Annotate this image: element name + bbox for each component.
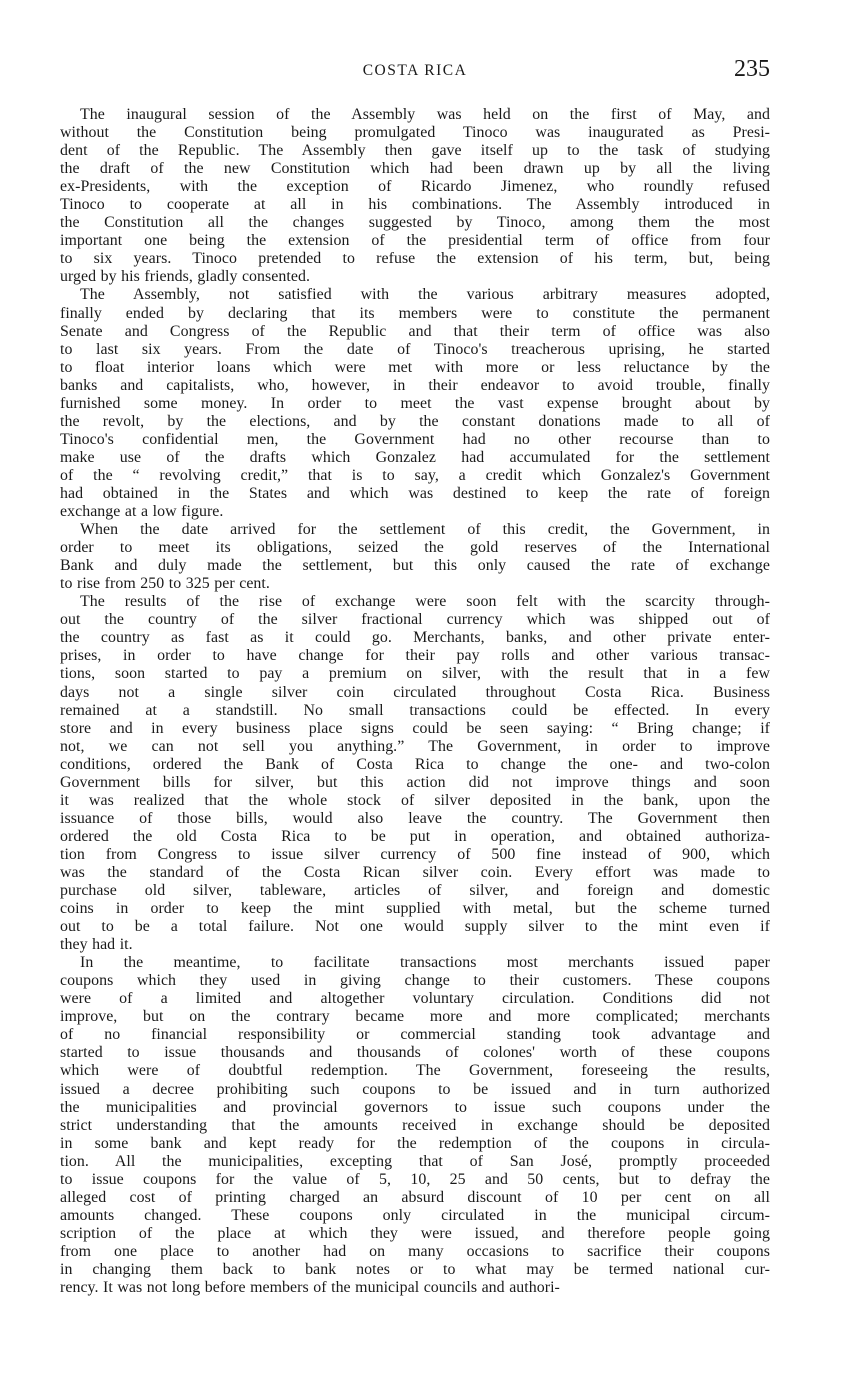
text-line: were of a limited and altogether voluntary circulation. Conditions did not xyxy=(60,990,770,1008)
paragraph xyxy=(60,521,770,593)
text-line: was the standard of the Costa Rican silver coin. Every effort was made to xyxy=(60,863,770,881)
text-line: The results of the rise of exchange were soon felt with the scarcity through- xyxy=(80,593,770,611)
running-title: COSTA RICA xyxy=(362,62,468,79)
text-line: conditions, ordered the Bank of Costa Rica to change the one- and two-colon xyxy=(60,755,770,773)
text-line: in changing them back to bank notes or to what may be termed national cur- xyxy=(60,1261,770,1278)
text-line: out the country of the silver fractional currency which was shipped out of xyxy=(60,611,770,629)
page-number: 235 xyxy=(734,56,770,82)
text-line: furnished some money. In order to meet the vast expense brought about by xyxy=(60,394,770,412)
text-line: issuance of those bills, would also leave the country. The Government then xyxy=(60,809,770,827)
text-line: Government bills for silver, but this action did not improve things and soon xyxy=(60,773,770,791)
text-line: had obtained in the States and which was destined to keep the rate of foreign xyxy=(60,484,770,502)
text-line: finally ended by declaring that its members were to constitute the permanent xyxy=(60,304,770,322)
text-line: the revolt, by the elections, and by the constant donations made to all of xyxy=(60,412,770,430)
text-line: make use of the drafts which Gonzalez had accumulated for the settlement xyxy=(60,448,770,466)
text-line: it was realized that the whole stock of silver deposited in the bank, upon the xyxy=(60,791,770,809)
book-page xyxy=(60,56,770,1297)
text-line: to last six years. From the date of Tinoco's treacherous uprising, he started xyxy=(60,340,770,358)
text-line: to issue coupons for the value of 5, 10, 25 and 50 cents, but to defray the xyxy=(60,1170,770,1188)
text-line: days not a single silver coin circulated throughout Costa Rica. Business xyxy=(60,683,770,701)
paragraph xyxy=(60,593,770,954)
text-line: When the date arrived for the settlement of this credit, the Government, in xyxy=(80,521,770,539)
text-line: amounts changed. These coupons only circulated in the municipal circum- xyxy=(60,1206,770,1224)
text-line: coins in order to keep the mint supplied with metal, but the scheme turned xyxy=(60,900,770,918)
text-line: to float interior loans which were met with more or less reluctance by the xyxy=(60,358,770,376)
text-line: prises, in order to have change for their pay rolls and other various transac- xyxy=(60,647,770,665)
text-line: Senate and Congress of the Republic and that their term of office was also xyxy=(60,322,770,340)
text-line: purchase old silver, tableware, articles of silver, and foreign and domestic xyxy=(60,882,770,900)
text-line: out to be a total failure. Not one would supply silver to the mint even if xyxy=(60,918,770,936)
text-line: Bank and duly made the settlement, but this only caused the rate of exchange xyxy=(60,557,770,575)
text-line: In the meantime, to facilitate transactions most merchants issued paper xyxy=(80,954,770,972)
text-line: scription of the place at which they were issued, and therefore people going xyxy=(60,1224,770,1242)
text-line: exchange at a low figure. xyxy=(60,503,224,521)
text-line: the Constitution all the changes suggested by Tinoco, among them the most xyxy=(60,214,770,232)
text-line: remained at a standstill. No small transactions could be effected. In every xyxy=(60,701,770,719)
running-header xyxy=(60,56,770,90)
text-line: started to issue thousands and thousands of colones' worth of these coupons xyxy=(60,1044,770,1062)
text-line: of no financial responsibility or commercial standing took advantage and xyxy=(60,1026,770,1044)
text-line: ex-Presidents, with the exception of Ricardo Jimenez, who roundly refused xyxy=(60,178,770,196)
paragraph xyxy=(60,106,770,286)
text-line: The Assembly, not satisfied with the various arbitrary measures adopted, xyxy=(80,286,770,304)
text-line: the country as fast as it could go. Merchants, banks, and other private enter- xyxy=(60,629,770,647)
text-line: to rise from 250 to 325 per cent. xyxy=(60,575,270,593)
text-line: alleged cost of printing charged an absurd discount of 10 per cent on all xyxy=(60,1188,770,1206)
text-line: ordered the old Costa Rica to be put in operation, and obtained authoriza- xyxy=(60,827,770,845)
text-line: urged by his friends, gladly consented. xyxy=(60,268,310,286)
text-line: coupons which they used in giving change to their customers. These coupons xyxy=(60,972,770,990)
text-line: Tinoco to cooperate at all in his combinations. The Assembly introduced in xyxy=(60,196,770,214)
paragraph xyxy=(60,954,770,1297)
text-line: without the Constitution being promulgated Tinoco was inaugurated as Presi- xyxy=(60,124,770,142)
text-line: tion. All the municipalities, excepting that of San José, promptly proceeded xyxy=(60,1152,770,1170)
text-line: improve, but on the contrary became more and more complicated; merchants xyxy=(60,1008,770,1026)
text-line: banks and capitalists, who, however, in their endeavor to avoid trouble, finally xyxy=(60,376,770,394)
text-line: tion from Congress to issue silver currency of 500 fine instead of 900, which xyxy=(60,845,770,863)
text-line: which were of doubtful redemption. The Government, foreseeing the results, xyxy=(60,1062,770,1080)
text-line: from one place to another had on many occasions to sacrifice their coupons xyxy=(60,1242,770,1260)
text-line: store and in every business place signs could be seen saying: “ Bring change; if xyxy=(60,719,770,737)
text-line: important one being the extension of the presidential term of office from four xyxy=(60,232,770,250)
text-line: the draft of the new Constitution which had been drawn up by all the living xyxy=(60,160,770,178)
text-line: tions, soon started to pay a premium on silver, with the result that in a few xyxy=(60,665,770,683)
text-line: in some bank and kept ready for the redemption of the coupons in circula- xyxy=(60,1134,770,1152)
text-line: the municipalities and provincial governors to issue such coupons under the xyxy=(60,1098,770,1116)
text-line: they had it. xyxy=(60,936,133,954)
text-line: order to meet its obligations, seized the gold reserves of the International xyxy=(60,539,770,557)
text-line: The inaugural session of the Assembly was held on the first of May, and xyxy=(80,106,770,123)
body-text xyxy=(60,106,770,1297)
text-line: Tinoco's confidential men, the Government had no other recourse than to xyxy=(60,430,770,448)
text-line: strict understanding that the amounts received in exchange should be deposited xyxy=(60,1116,770,1134)
paragraph xyxy=(60,286,770,521)
text-line: dent of the Republic. The Assembly then gave itself up to the task of studying xyxy=(60,142,770,160)
text-line: issued a decree prohibiting such coupons to be issued and in turn authorized xyxy=(60,1080,770,1098)
text-line: not, we can not sell you anything.” The Government, in order to improve xyxy=(60,737,770,755)
text-line: to six years. Tinoco pretended to refuse the extension of his term, but, being xyxy=(60,250,770,268)
text-line: of the “ revolving credit,” that is to say, a credit which Gonzalez's Government xyxy=(60,466,770,484)
text-line: rency. It was not long before members of the municipal councils and authori- xyxy=(60,1279,560,1297)
